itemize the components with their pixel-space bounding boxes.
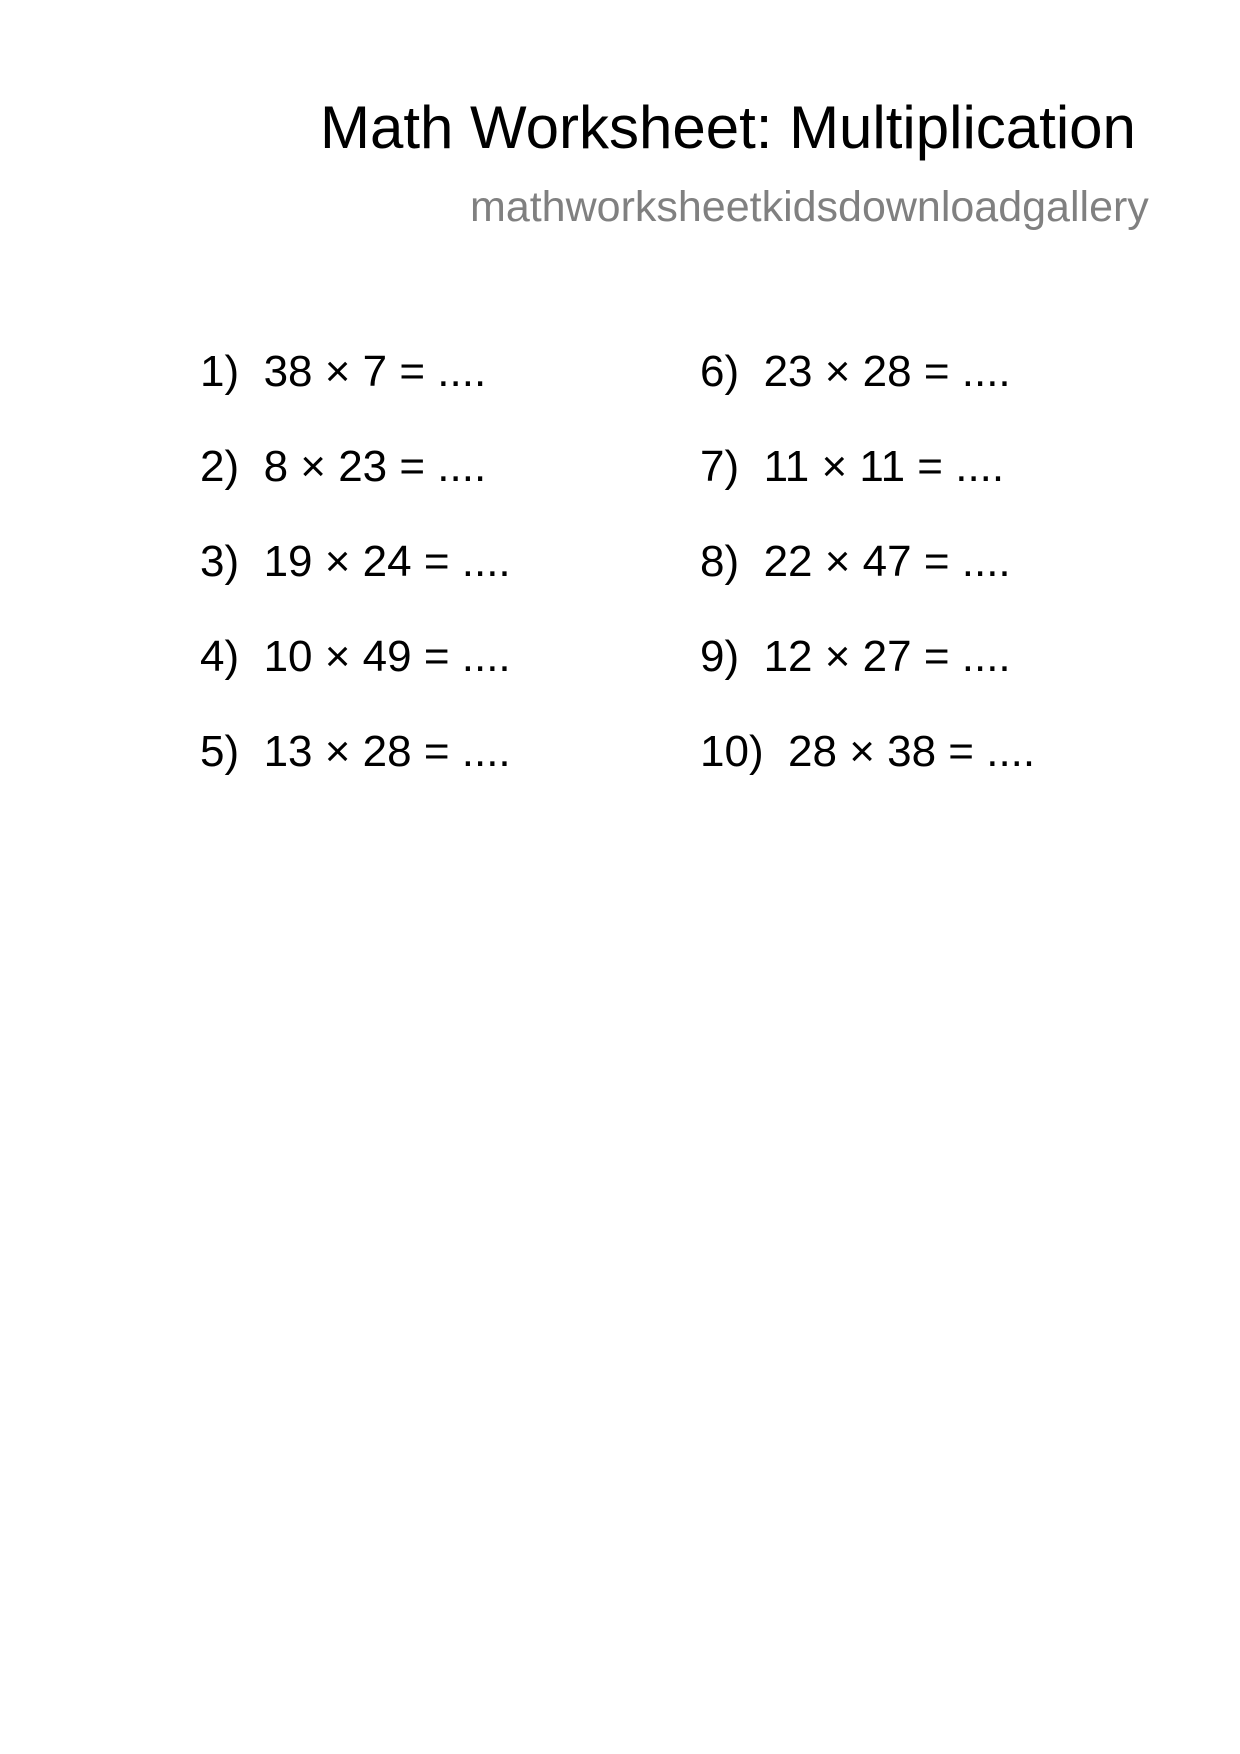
problem-number: 1) <box>200 347 240 396</box>
problem-number: 5) <box>200 727 240 776</box>
problem-number: 3) <box>200 537 240 586</box>
problem-item <box>700 727 1180 825</box>
problem-number: 4) <box>200 632 240 681</box>
page-subtitle: mathworksheetkidsdownloadgallery <box>470 183 1149 231</box>
problem-expression: 23 × 28 = .... <box>763 347 1011 396</box>
problem-number: 10) <box>700 727 764 776</box>
problems-column-left <box>200 347 680 825</box>
problem-expression: 8 × 23 = .... <box>263 442 487 491</box>
page-title: Math Worksheet: Multiplication <box>320 94 1136 161</box>
problem-number: 6) <box>700 347 740 396</box>
problem-item <box>200 537 680 635</box>
problem-number: 9) <box>700 632 740 681</box>
problem-item <box>200 347 680 445</box>
problem-expression: 28 × 38 = .... <box>788 727 1036 776</box>
problem-item <box>200 632 680 730</box>
problem-expression: 10 × 49 = .... <box>263 632 511 681</box>
problem-expression: 12 × 27 = .... <box>763 632 1011 681</box>
problem-item <box>700 537 1180 635</box>
problem-item <box>200 727 680 825</box>
problem-item <box>700 347 1180 445</box>
problem-number: 8) <box>700 537 740 586</box>
problem-expression: 19 × 24 = .... <box>263 537 511 586</box>
problem-expression: 38 × 7 = .... <box>263 347 487 396</box>
problem-item <box>200 442 680 540</box>
problem-item <box>700 632 1180 730</box>
problem-expression: 13 × 28 = .... <box>263 727 511 776</box>
problem-expression: 11 × 11 = .... <box>763 442 1005 491</box>
problems-column-right <box>700 347 1180 825</box>
problem-item <box>700 442 1180 540</box>
problem-number: 7) <box>700 442 740 491</box>
problem-expression: 22 × 47 = .... <box>763 537 1011 586</box>
problem-number: 2) <box>200 442 240 491</box>
